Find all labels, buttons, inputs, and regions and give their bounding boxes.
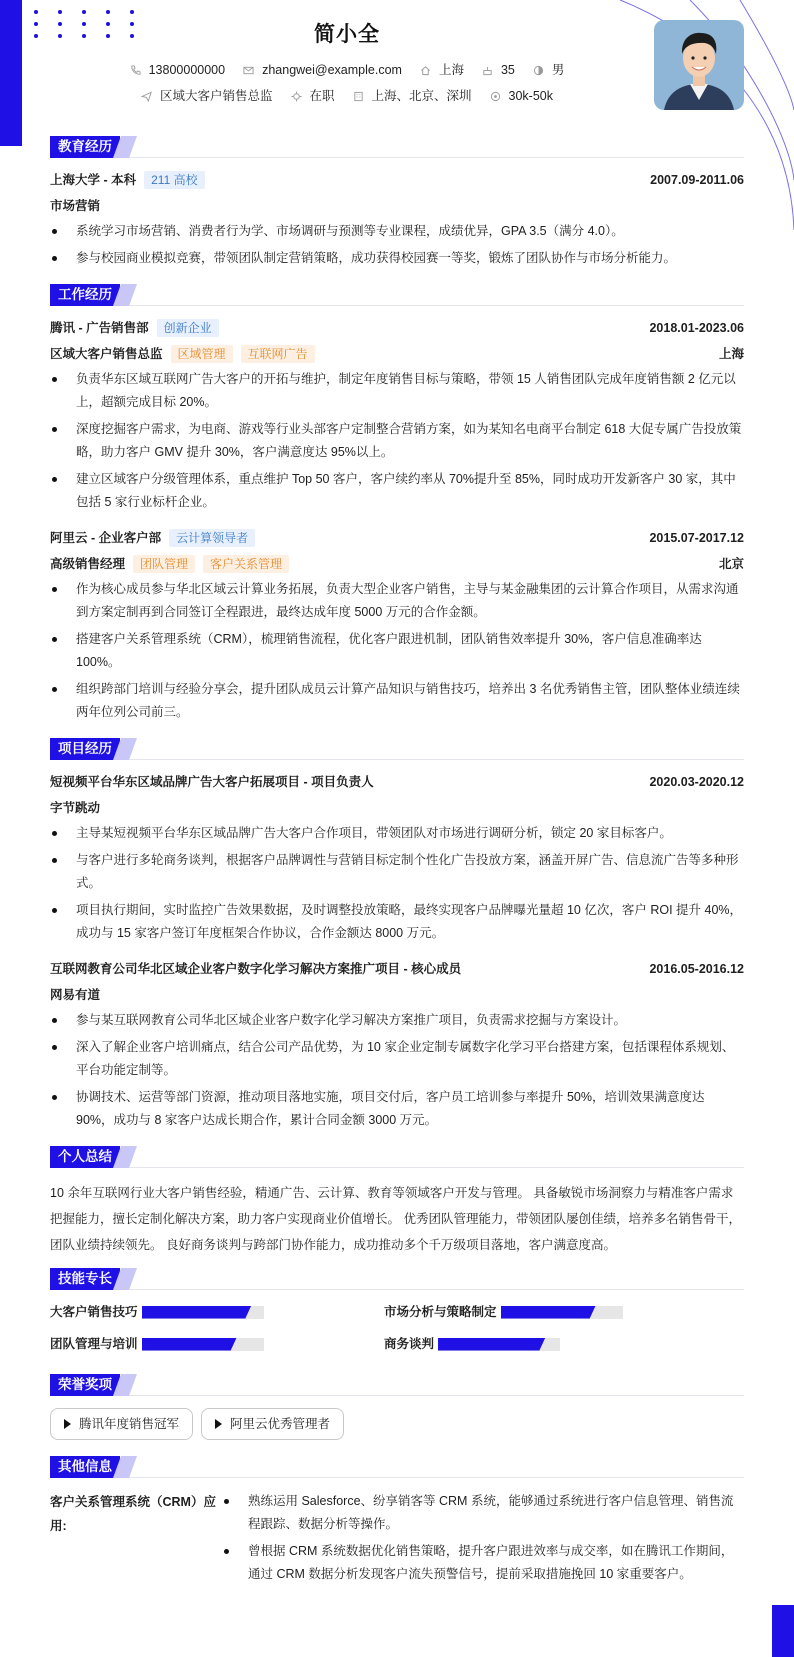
salary-text: 30k-50k (508, 89, 554, 103)
resume-header (50, 0, 744, 126)
skills-grid (50, 1302, 744, 1354)
skill-bar (501, 1306, 623, 1319)
triangle-icon (215, 1419, 222, 1429)
role-tag: 区域管理 (171, 345, 233, 363)
list-item: 搭建客户关系管理系统（CRM），梳理销售流程，优化客户跟进机制，团队销售效率提升 30%，客户信息准确率达 100%。 (50, 628, 744, 674)
position-info (141, 86, 273, 106)
project-date: 2016.05-2016.12 (649, 962, 744, 976)
role-name: 区域大客户销售总监 (50, 347, 163, 361)
job-intent-line (50, 86, 644, 106)
project-title: 短视频平台华东区域品牌广告大客户拓展项目 - 项目负责人 (50, 775, 374, 789)
company-name: 阿里云 - 企业客户部 (50, 531, 162, 545)
summary-text: 10 余年互联网行业大客户销售经验，精通广告、云计算、教育等领域客户开发与管理。 具备敏锐市场洞察力与精准客户需求把握能力，擅长定制化解决方案，助力客户实现商业价值增长。 优秀团队管理能力，带领团队屡创佳绩，培养多名销售骨干，团队业绩持续领先。 良好商务谈判与跨部门协作能力，成功推动多个千万级项目落地，客户满意度高。 (50, 1186, 741, 1252)
project-title: 互联网教育公司华北区域企业客户数字化学习解决方案推广项目 - 核心成员 (50, 962, 462, 976)
list-item: 组织跨部门培训与经验分享会，提升团队成员云计算产品知识与销售技巧，培养出 3 名优秀销售主管，团队整体业绩连续两年位列公司前三。 (50, 678, 744, 724)
other-section (50, 1456, 744, 1586)
awards-section (50, 1374, 744, 1440)
project-header-row (50, 959, 744, 979)
skill-bar-fill (142, 1306, 252, 1319)
skill-name: 市场分析与策略制定 (384, 1305, 497, 1319)
company-name: 腾讯 - 广告销售部 (50, 321, 149, 335)
role-row (50, 344, 744, 364)
phone-icon (130, 65, 141, 76)
summary-section (50, 1146, 744, 1258)
section-header (50, 1374, 744, 1396)
list-item: 作为核心成员参与华北区域云计算业务拓展，负责大型企业客户销售，主导与某金融集团的云计算合作项目，从需求沟通到方案定制再到合同签订全程跟进，最终达成年度 5000 万元的合作金额。 (50, 578, 744, 624)
position-text: 区域大客户销售总监 (159, 89, 273, 103)
skill-bar (142, 1338, 264, 1351)
education-date: 2007.09-2011.06 (650, 173, 744, 187)
list-item: 负责华东区域互联网广告大客户的开拓与维护，制定年度销售目标与策略，带领 15 人销售团队完成年度销售额 2 亿元以上，超额完成目标 20%。 (50, 368, 744, 414)
skill-bar (142, 1306, 264, 1319)
list-item: 深入了解企业客户培训痛点，结合公司产品优势，为 10 家企业定制专属数字化学习平台搭建方案，包括课程体系规划、平台功能定制等。 (50, 1036, 744, 1082)
school-tag: 211 高校 (144, 171, 204, 189)
work-location: 上海 (718, 347, 744, 361)
list-item: 与客户进行多轮商务谈判，根据客户品牌调性与营销目标定制个性化广告投放方案，涵盖开屏广告、信息流广告等多种形式。 (50, 849, 744, 895)
section-title: 荣誉奖项 (50, 1374, 120, 1396)
section-header (50, 284, 744, 306)
section-title: 其他信息 (50, 1456, 120, 1478)
section-title: 教育经历 (50, 136, 120, 158)
project-org: 字节跳动 (50, 801, 101, 815)
email-text: zhangwei@example.com (262, 63, 402, 77)
gender-text: 男 (551, 63, 565, 77)
work-date: 2015.07-2017.12 (649, 531, 744, 545)
other-info-row (50, 1490, 744, 1586)
projects-section (50, 738, 744, 1132)
section-header (50, 1146, 744, 1168)
skill-item (50, 1302, 384, 1322)
gender-info (533, 60, 565, 80)
email-info (243, 60, 402, 80)
work-entry (50, 528, 744, 724)
work-bullets (50, 578, 744, 724)
list-item: 曾根据 CRM 系统数据优化销售策略，提升客户跟进效率与成交率，如在腾讯工作期间，通过 CRM 数据分析发现客户流失预警信号，提前采取措施挽回 10 家重要客户。 (222, 1540, 744, 1586)
salary-info (490, 86, 553, 106)
work-entry (50, 318, 744, 514)
role-tag: 客户关系管理 (203, 555, 289, 573)
city-text: 上海 (438, 63, 464, 77)
award-chip (50, 1408, 193, 1440)
role-tag: 团队管理 (133, 555, 195, 573)
send-icon (141, 91, 152, 102)
section-header (50, 1456, 744, 1478)
resume-page (50, 0, 744, 1586)
contact-line (50, 60, 644, 80)
project-bullets (50, 1009, 744, 1132)
list-item: 协调技术、运营等部门资源，推动项目落地实施，项目交付后，客户员工培训参与率提升 50%，培训效果满意度达 90%，成功与 8 家客户达成长期合作，累计合同金额 3000 万元。 (50, 1086, 744, 1132)
skill-name: 商务谈判 (384, 1337, 435, 1351)
work-section (50, 284, 744, 724)
phone-text: 13800000000 (148, 63, 226, 77)
skill-item (384, 1302, 718, 1322)
project-org: 网易有道 (50, 988, 101, 1002)
skills-section (50, 1268, 744, 1354)
project-header-row (50, 772, 744, 792)
work-header-row (50, 528, 744, 548)
work-location: 北京 (718, 557, 744, 571)
company-tag: 云计算领导者 (169, 529, 255, 547)
project-date: 2020.03-2020.12 (649, 775, 744, 789)
age-text: 35 (500, 63, 515, 77)
skill-name: 团队管理与培训 (50, 1337, 138, 1351)
target-cities-info (353, 86, 472, 106)
phone-info (130, 60, 225, 80)
work-date: 2018.01-2023.06 (649, 321, 744, 335)
project-entry (50, 772, 744, 945)
awards-list (50, 1408, 744, 1440)
skill-bar-fill (438, 1338, 545, 1351)
status-info (291, 86, 335, 106)
school-name: 上海大学 - 本科 (50, 173, 137, 187)
school-title (50, 170, 205, 190)
skill-item (384, 1334, 718, 1354)
list-item: 主导某短视频平台华东区域品牌广告大客户合作项目，带领团队对市场进行调研分析，锁定 20 家目标客户。 (50, 822, 744, 845)
candidate-name: 简小全 (314, 23, 380, 46)
education-header-row (50, 170, 744, 190)
project-entry (50, 959, 744, 1132)
status-text: 在职 (309, 89, 335, 103)
age-info (482, 60, 515, 80)
award-label: 阿里云优秀管理者 (230, 1417, 331, 1431)
work-bullets (50, 368, 744, 514)
list-item: 深度挖掘客户需求，为电商、游戏等行业头部客户定制整合营销方案，如为某知名电商平台制定 618 大促专属广告投放策略，助力客户 GMV 提升 30%，客户满意度达 95%以上。 (50, 418, 744, 464)
list-item: 熟练运用 Salesforce、纷享销客等 CRM 系统，能够通过系统进行客户信息管理、销售流程跟踪、数据分析等操作。 (222, 1490, 744, 1536)
skill-item (50, 1334, 384, 1354)
skill-name: 大客户销售技巧 (50, 1305, 138, 1319)
mail-icon (243, 65, 254, 76)
role-title (50, 554, 289, 574)
skill-bar-fill (142, 1338, 237, 1351)
city-info (420, 60, 464, 80)
list-item: 参与校园商业模拟竞赛，带领团队制定营销策略，成功获得校园赛一等奖，锻炼了团队协作与市场分析能力。 (50, 247, 744, 270)
home-icon (420, 65, 431, 76)
list-item: 参与某互联网教育公司华北区域企业客户数字化学习解决方案推广项目，负责需求挖掘与方案设计。 (50, 1009, 744, 1032)
award-chip (201, 1408, 344, 1440)
work-header-row (50, 318, 744, 338)
avatar-illustration (654, 20, 744, 110)
section-title: 个人总结 (50, 1146, 120, 1168)
triangle-icon (64, 1419, 71, 1429)
company-title (50, 528, 255, 548)
status-icon (291, 91, 302, 102)
skill-bar (438, 1338, 560, 1351)
project-bullets (50, 822, 744, 945)
other-bullets (222, 1486, 744, 1586)
section-header (50, 1268, 744, 1290)
section-title: 技能专长 (50, 1268, 120, 1290)
profile-photo (654, 20, 744, 110)
gender-icon (533, 65, 544, 76)
section-title: 工作经历 (50, 284, 120, 306)
company-title (50, 318, 219, 338)
role-tag: 互联网广告 (241, 345, 315, 363)
coin-icon (490, 91, 501, 102)
role-row (50, 554, 744, 574)
section-header (50, 136, 744, 158)
award-label: 腾讯年度销售冠军 (79, 1417, 180, 1431)
education-bullets (50, 220, 744, 270)
major: 市场营销 (50, 199, 101, 213)
list-item: 项目执行期间，实时监控广告效果数据，及时调整投放策略，最终实现客户品牌曝光量超 10 亿次，客户 ROI 提升 40%，成功与 15 家客户签订年度框架合作协议，合作金额达 8000 万元。 (50, 899, 744, 945)
other-label: 客户关系管理系统（CRM）应用: (50, 1495, 216, 1533)
building-icon (353, 91, 364, 102)
company-tag: 创新企业 (157, 319, 219, 337)
role-name: 高级销售经理 (50, 557, 126, 571)
section-header (50, 738, 744, 760)
target-cities-text: 上海、北京、深圳 (371, 89, 472, 103)
list-item: 建立区域客户分级管理体系，重点维护 Top 50 客户，客户续约率从 70%提升至 85%，同时成功开发新客户 30 家，其中包括 5 家行业标杆企业。 (50, 468, 744, 514)
role-title (50, 344, 315, 364)
left-accent-bar (0, 0, 22, 146)
skill-bar-fill (501, 1306, 596, 1319)
cake-icon (482, 65, 493, 76)
education-section (50, 136, 744, 270)
list-item: 系统学习市场营销、消费者行为学、市场调研与预测等专业课程，成绩优异，GPA 3.5（满分 4.0）。 (50, 220, 744, 243)
right-accent-bar (772, 1605, 794, 1657)
section-title: 项目经历 (50, 738, 120, 760)
